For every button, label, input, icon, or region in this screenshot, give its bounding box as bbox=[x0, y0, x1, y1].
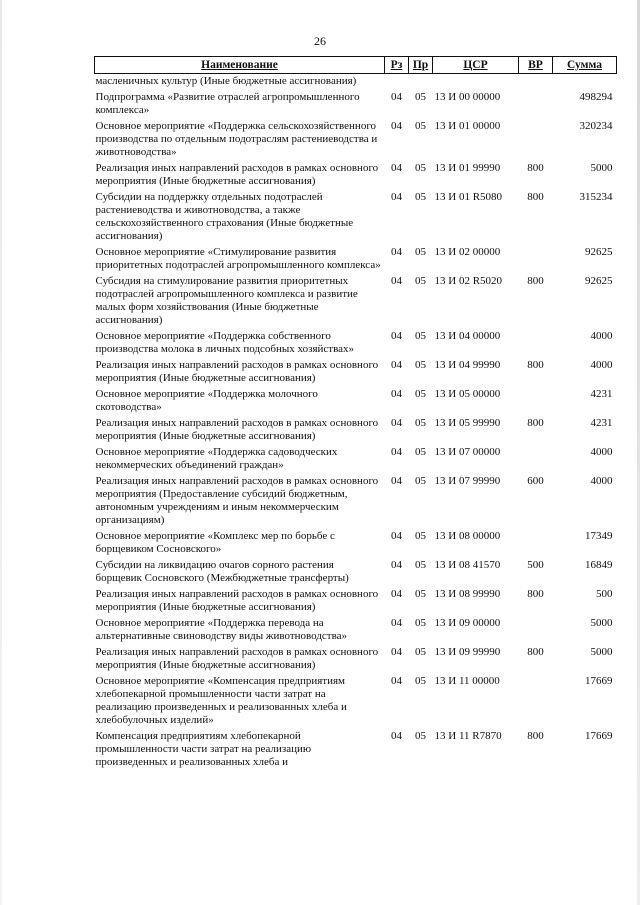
cell-csr: 13 И 01 00000 bbox=[434, 120, 501, 132]
cell-name: Реализация иных направлений расходов в рамках основного мероприятия (Предоставление субсидий бюджетным, автономным учреждениям и иным некоммерческим организациям) bbox=[95, 475, 379, 526]
cell-csr bbox=[433, 74, 519, 91]
table-row bbox=[95, 445, 617, 474]
cell-pr: 05 bbox=[415, 388, 426, 400]
table-header-row bbox=[95, 57, 617, 74]
cell-sum: 4231 bbox=[590, 417, 613, 429]
cell-sum: 5000 bbox=[590, 646, 613, 658]
cell-name: Реализация иных направлений расходов в рамках основного мероприятия (Иные бюджетные ассигнования) bbox=[95, 417, 379, 442]
table-row bbox=[95, 587, 617, 616]
table-row bbox=[95, 90, 617, 119]
cell-vr bbox=[519, 387, 553, 416]
cell-sum: 5000 bbox=[590, 162, 613, 174]
table-row bbox=[95, 616, 617, 645]
cell-pr: 05 bbox=[415, 191, 426, 203]
cell-pr: 05 bbox=[415, 530, 426, 542]
cell-vr bbox=[519, 74, 553, 91]
cell-vr: 800 bbox=[527, 191, 544, 203]
cell-csr: 13 И 08 99990 bbox=[434, 588, 501, 600]
header-vr: ВР bbox=[519, 57, 553, 74]
header-rz: Рз bbox=[385, 57, 409, 74]
cell-pr: 05 bbox=[415, 588, 426, 600]
table-row bbox=[95, 645, 617, 674]
cell-sum: 498294 bbox=[579, 91, 613, 103]
cell-csr: 13 И 11 00000 bbox=[434, 675, 500, 687]
header-sum: Сумма bbox=[553, 57, 617, 74]
cell-rz: 04 bbox=[391, 162, 402, 174]
cell-rz: 04 bbox=[391, 446, 402, 458]
cell-name: Реализация иных направлений расходов в рамках основного мероприятия (Иные бюджетные ассигнования) bbox=[95, 646, 379, 671]
cell-rz: 04 bbox=[391, 330, 402, 342]
cell-name: Основное мероприятие «Стимулирование развития приоритетных подотраслей агропромышленного комплекса» bbox=[95, 246, 381, 271]
cell-rz: 04 bbox=[391, 646, 402, 658]
cell-sum: 500 bbox=[596, 588, 613, 600]
cell-csr: 13 И 02 00000 bbox=[434, 246, 501, 258]
page-number: 26 bbox=[314, 34, 326, 48]
cell-sum: 4000 bbox=[590, 475, 613, 487]
cell-pr: 05 bbox=[415, 91, 426, 103]
cell-rz: 04 bbox=[391, 530, 402, 542]
cell-name: Основное мероприятие «Комплекс мер по борьбе с борщевиком Сосновского» bbox=[95, 530, 335, 555]
cell-rz: 04 bbox=[391, 730, 402, 742]
cell-pr: 05 bbox=[415, 675, 426, 687]
table-row bbox=[95, 245, 617, 274]
table-row bbox=[95, 387, 617, 416]
table-row bbox=[95, 474, 617, 529]
cell-name: Субсидия на стимулирование развития приоритетных подотраслей агропромышленного комплекса и развитие малых форм хозяйствования (Иные бюджетные ассигнования) bbox=[95, 275, 358, 326]
cell-csr: 13 И 04 00000 bbox=[434, 330, 501, 342]
cell-name: Основное мероприятие «Компенсация предприятиям хлебопекарной промышленности части затрат на реализацию произведенных и реализованных хлеба и хлебобулочных изделий» bbox=[95, 675, 347, 726]
cell-rz: 04 bbox=[391, 120, 402, 132]
cell-vr: 800 bbox=[527, 275, 544, 287]
cell-sum: 4000 bbox=[590, 330, 613, 342]
cell-rz: 04 bbox=[391, 275, 402, 287]
cell-name: Реализация иных направлений расходов в рамках основного мероприятия (Иные бюджетные ассигнования) bbox=[95, 162, 379, 187]
cell-pr: 05 bbox=[415, 617, 426, 629]
cell-csr: 13 И 09 99990 bbox=[434, 646, 501, 658]
table-row bbox=[95, 74, 617, 91]
table-row bbox=[95, 329, 617, 358]
cell-rz: 04 bbox=[391, 246, 402, 258]
table-row bbox=[95, 161, 617, 190]
cell-pr: 05 bbox=[415, 120, 426, 132]
cell-sum: 5000 bbox=[590, 617, 613, 629]
cell-pr: 05 bbox=[415, 559, 426, 571]
cell-name: Субсидии на поддержку отдельных подотраслей растениеводства и животноводства, а также сельскохозяйственного страхования (Иные бюджетные ассигнования) bbox=[95, 191, 354, 242]
budget-table bbox=[94, 56, 617, 771]
table-row bbox=[95, 190, 617, 245]
cell-vr: 500 bbox=[527, 559, 544, 571]
cell-vr: 600 bbox=[527, 475, 544, 487]
cell-csr: 13 И 08 41570 bbox=[434, 559, 501, 571]
cell-sum: 17669 bbox=[585, 675, 613, 687]
table-row bbox=[95, 119, 617, 161]
cell-sum: 320234 bbox=[579, 120, 613, 132]
cell-vr bbox=[519, 616, 553, 645]
cell-rz: 04 bbox=[391, 191, 402, 203]
cell-pr: 05 bbox=[415, 417, 426, 429]
table-row bbox=[95, 558, 617, 587]
cell-vr: 800 bbox=[527, 359, 544, 371]
table-row bbox=[95, 358, 617, 387]
cell-csr: 13 И 05 99990 bbox=[434, 417, 501, 429]
cell-csr: 13 И 07 99990 bbox=[434, 475, 501, 487]
table-row bbox=[95, 729, 617, 771]
cell-csr: 13 И 00 00000 bbox=[434, 91, 501, 103]
cell-sum: 315234 bbox=[579, 191, 613, 203]
cell-csr: 13 И 01 R5080 bbox=[434, 191, 503, 203]
cell-pr: 05 bbox=[415, 330, 426, 342]
cell-pr: 05 bbox=[415, 275, 426, 287]
cell-rz: 04 bbox=[391, 91, 402, 103]
header-name: Наименование bbox=[95, 57, 385, 74]
cell-name: Подпрограмма «Развитие отраслей агропромышленного комплекса» bbox=[95, 91, 360, 116]
cell-vr: 800 bbox=[527, 588, 544, 600]
cell-vr bbox=[519, 119, 553, 161]
cell-sum: 17669 bbox=[585, 730, 613, 742]
cell-name: Реализация иных направлений расходов в рамках основного мероприятия (Иные бюджетные ассигнования) bbox=[95, 588, 379, 613]
cell-name: Основное мероприятие «Поддержка садоводческих некоммерческих объединений граждан» bbox=[95, 446, 338, 471]
cell-rz: 04 bbox=[391, 475, 402, 487]
cell-rz: 04 bbox=[391, 675, 402, 687]
table-row bbox=[95, 529, 617, 558]
cell-vr bbox=[519, 90, 553, 119]
cell-pr: 05 bbox=[415, 730, 426, 742]
cell-sum: 4000 bbox=[590, 446, 613, 458]
cell-name: Основное мероприятие «Поддержка сельскохозяйственного производства по отдельным подотраслям растениеводства и животноводства» bbox=[95, 120, 378, 158]
cell-csr: 13 И 01 99990 bbox=[434, 162, 501, 174]
table-row bbox=[95, 674, 617, 729]
cell-vr: 800 bbox=[527, 417, 544, 429]
cell-pr: 05 bbox=[415, 359, 426, 371]
cell-csr: 13 И 05 00000 bbox=[434, 388, 501, 400]
cell-vr bbox=[519, 674, 553, 729]
cell-pr: 05 bbox=[415, 246, 426, 258]
cell-name: Основное мероприятие «Поддержка собственного производства молока в личных подсобных хозяйствах» bbox=[95, 330, 355, 355]
cell-csr: 13 И 02 R5020 bbox=[434, 275, 503, 287]
cell-name: Субсидии на ликвидацию очагов сорного растения борщевик Сосновского (Межбюджетные трансферты) bbox=[95, 559, 349, 584]
cell-csr: 13 И 07 00000 bbox=[434, 446, 501, 458]
cell-sum: 4231 bbox=[590, 388, 613, 400]
header-pr: Пр bbox=[409, 57, 433, 74]
cell-rz: 04 bbox=[391, 588, 402, 600]
cell-rz bbox=[385, 74, 409, 91]
cell-pr: 05 bbox=[415, 446, 426, 458]
cell-sum bbox=[553, 74, 617, 91]
cell-csr: 13 И 04 99990 bbox=[434, 359, 501, 371]
cell-vr: 800 bbox=[527, 646, 544, 658]
cell-name: масленичных культур (Иные бюджетные ассигнования) bbox=[95, 75, 357, 87]
cell-name: Основное мероприятие «Поддержка молочного скотоводства» bbox=[95, 388, 318, 413]
cell-rz: 04 bbox=[391, 359, 402, 371]
table-row bbox=[95, 416, 617, 445]
cell-rz: 04 bbox=[391, 417, 402, 429]
cell-name: Основное мероприятие «Поддержка перевода на альтернативные свиноводству виды животноводства» bbox=[95, 617, 348, 642]
cell-vr bbox=[519, 245, 553, 274]
cell-pr: 05 bbox=[415, 475, 426, 487]
cell-sum: 92625 bbox=[585, 275, 613, 287]
cell-vr: 800 bbox=[527, 730, 544, 742]
cell-sum: 17349 bbox=[585, 530, 613, 542]
table-body bbox=[95, 74, 617, 772]
cell-csr: 13 И 08 00000 bbox=[434, 530, 501, 542]
cell-sum: 92625 bbox=[585, 246, 613, 258]
cell-name: Реализация иных направлений расходов в рамках основного мероприятия (Иные бюджетные ассигнования) bbox=[95, 359, 379, 384]
cell-pr: 05 bbox=[415, 646, 426, 658]
cell-rz: 04 bbox=[391, 617, 402, 629]
cell-vr bbox=[519, 529, 553, 558]
cell-rz: 04 bbox=[391, 559, 402, 571]
header-csr: ЦСР bbox=[433, 57, 519, 74]
cell-sum: 4000 bbox=[590, 359, 613, 371]
cell-vr bbox=[519, 445, 553, 474]
cell-rz: 04 bbox=[391, 388, 402, 400]
scan-left-edge bbox=[0, 0, 2, 905]
cell-csr: 13 И 11 R7870 bbox=[434, 730, 502, 742]
cell-pr: 05 bbox=[415, 162, 426, 174]
cell-sum: 16849 bbox=[585, 559, 613, 571]
cell-pr bbox=[409, 74, 433, 91]
table-row bbox=[95, 274, 617, 329]
cell-name: Компенсация предприятиям хлебопекарной промышленности части затрат на реализацию произведенных и реализованных хлеба и bbox=[95, 730, 312, 768]
cell-vr: 800 bbox=[527, 162, 544, 174]
cell-csr: 13 И 09 00000 bbox=[434, 617, 501, 629]
cell-vr bbox=[519, 329, 553, 358]
